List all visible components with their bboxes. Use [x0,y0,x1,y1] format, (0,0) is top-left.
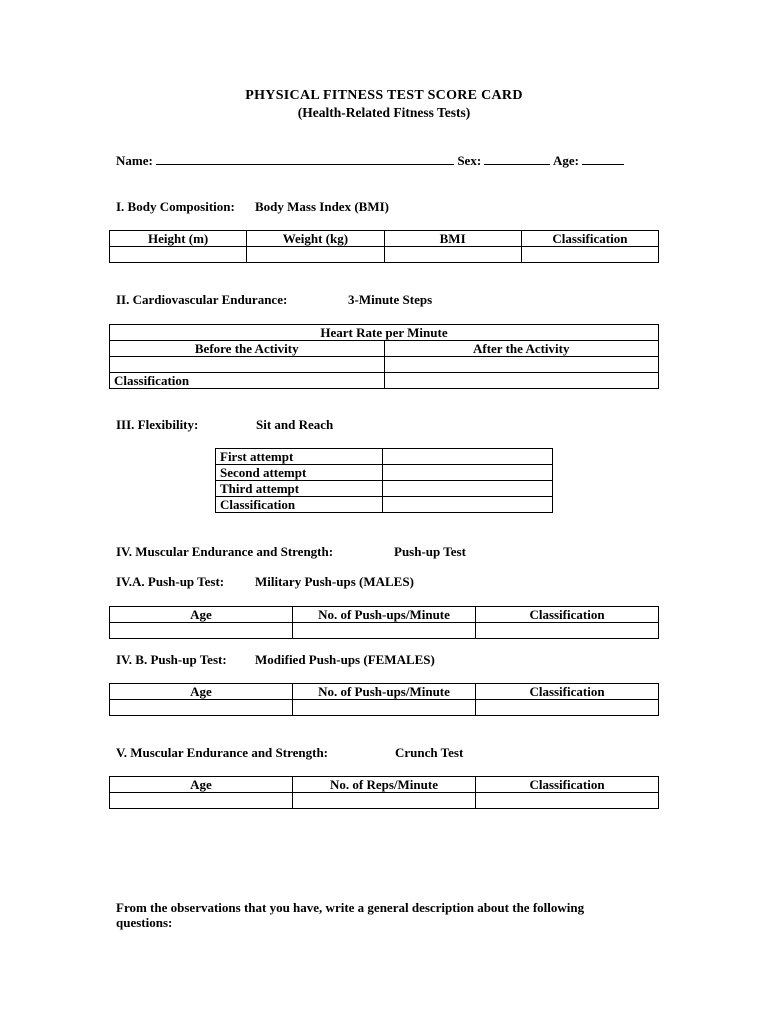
body-composition-heading: I. Body Composition: [116,199,235,214]
classification-cell[interactable] [384,373,659,389]
column-header: Age [110,777,293,793]
table-row [110,247,659,263]
observations-line-2: questions: [116,915,173,930]
table-header-row [110,341,659,357]
column-header: Classification [521,231,658,247]
bmi-cell[interactable] [384,247,521,263]
table-header-row [110,325,659,341]
crunch-table [109,776,659,809]
classification-cell[interactable] [476,623,659,639]
age-cell[interactable] [110,623,293,639]
table-header-row [110,684,659,700]
column-header: Age [110,607,293,623]
attempt-label: First attempt [216,449,383,465]
table-header-row [110,607,659,623]
flexibility-table [215,448,553,513]
heart-rate-title: Heart Rate per Minute [110,325,659,341]
table-row [216,449,553,465]
classification-label: Classification [110,373,385,389]
muscular-test: Push-up Test [394,544,466,559]
column-header: Before the Activity [110,341,385,357]
males-heading: IV.A. Push-up Test: [116,574,225,589]
pushups-cell[interactable] [293,700,476,716]
height-cell[interactable] [110,247,247,263]
table-row [110,357,659,373]
name-label: Name: [116,153,153,168]
name-field[interactable] [156,153,454,165]
attempt-label: Third attempt [216,481,383,497]
table-row [216,481,553,497]
cardio-test: 3-Minute Steps [348,292,433,307]
sex-field[interactable] [484,153,550,165]
column-header: No. of Push-ups/Minute [293,607,476,623]
classification-cell[interactable] [521,247,658,263]
before-activity-cell[interactable] [110,357,385,373]
crunch-heading: V. Muscular Endurance and Strength: [116,745,329,760]
age-label: Age: [552,153,579,168]
table-row [110,623,659,639]
females-heading: IV. B. Push-up Test: [116,652,227,667]
column-header: No. of Push-ups/Minute [293,684,476,700]
column-header: After the Activity [384,341,659,357]
heart-rate-table [109,324,659,389]
age-field[interactable] [582,153,624,165]
classification-cell[interactable] [476,700,659,716]
column-header: Classification [476,777,659,793]
flexibility-test: Sit and Reach [256,417,334,432]
table-row [216,465,553,481]
column-header: No. of Reps/Minute [293,777,476,793]
page-subtitle: (Health-Related Fitness Tests) [297,105,471,120]
table-row [110,373,659,389]
reps-cell[interactable] [293,793,476,809]
column-header: Height (m) [110,231,247,247]
sex-label: Sex: [457,153,482,168]
muscular-heading: IV. Muscular Endurance and Strength: [116,544,334,559]
page-title: PHYSICAL FITNESS TEST SCORE CARD [245,88,523,103]
classification-cell[interactable] [383,497,553,513]
attempt-cell[interactable] [383,449,553,465]
attempt-cell[interactable] [383,481,553,497]
column-header: Age [110,684,293,700]
cardio-heading: II. Cardiovascular Endurance: [116,292,288,307]
observations-line-1: From the observations that you have, write a general description about the following [116,900,585,915]
student-info-row [116,153,624,169]
classification-cell[interactable] [476,793,659,809]
pushups-cell[interactable] [293,623,476,639]
table-header-row [110,777,659,793]
table-row [110,793,659,809]
crunch-test: Crunch Test [395,745,464,760]
males-test: Military Push-ups (MALES) [255,574,414,589]
table-row [110,700,659,716]
age-cell[interactable] [110,793,293,809]
classification-label: Classification [216,497,383,513]
table-row [216,497,553,513]
females-pushup-table [109,683,659,716]
males-pushup-table [109,606,659,639]
attempt-cell[interactable] [383,465,553,481]
body-composition-test: Body Mass Index (BMI) [255,199,389,214]
age-cell[interactable] [110,700,293,716]
weight-cell[interactable] [247,247,384,263]
column-header: Weight (kg) [247,231,384,247]
females-test: Modified Push-ups (FEMALES) [255,652,435,667]
flexibility-heading: III. Flexibility: [116,417,199,432]
table-header-row [110,231,659,247]
column-header: BMI [384,231,521,247]
after-activity-cell[interactable] [384,357,659,373]
column-header: Classification [476,684,659,700]
bmi-table [109,230,659,263]
attempt-label: Second attempt [216,465,383,481]
column-header: Classification [476,607,659,623]
